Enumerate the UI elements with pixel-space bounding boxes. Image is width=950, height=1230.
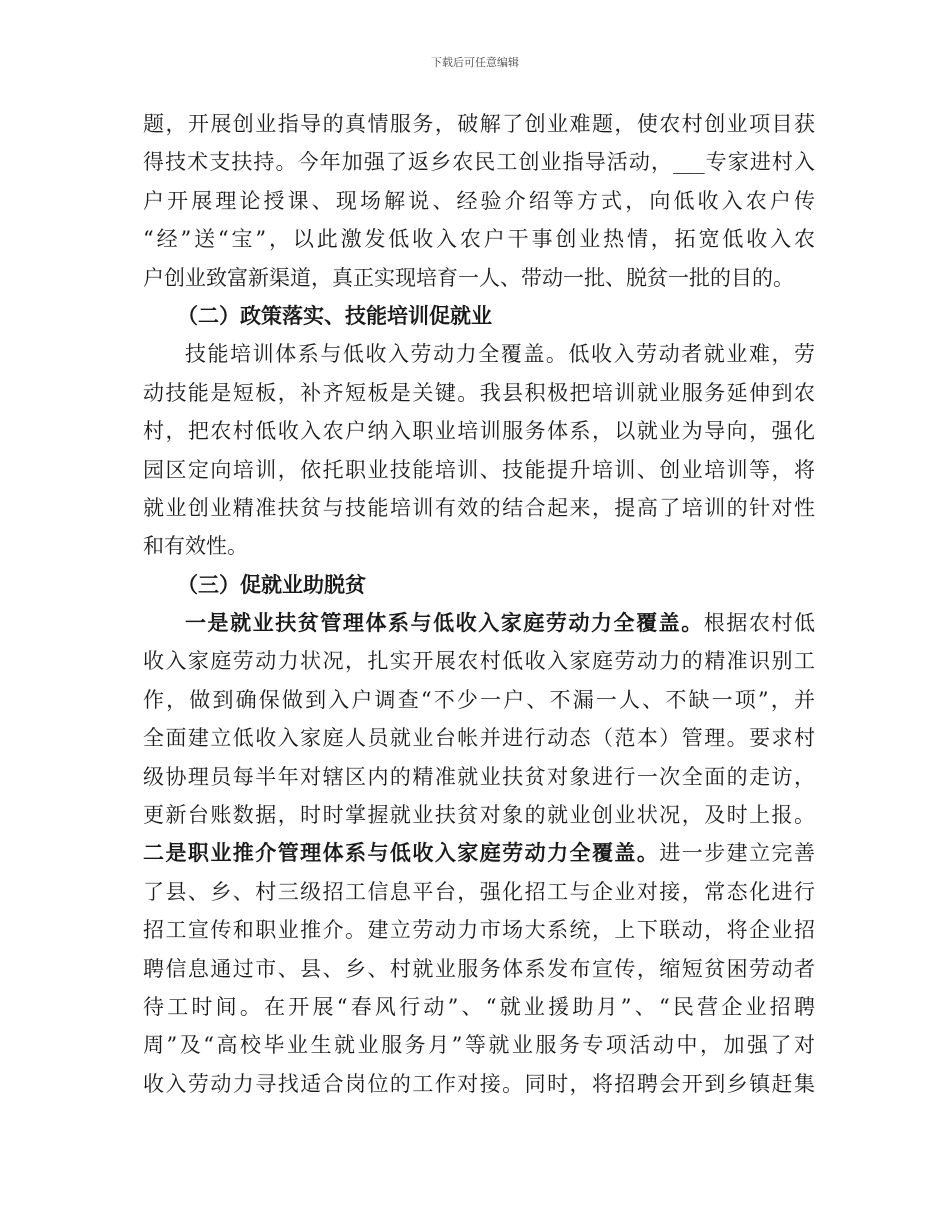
paragraph-line: 动技能是短板，补齐短板是关键。我县积极把培训就业服务延伸到农	[143, 380, 815, 405]
paragraph-line: 聘信息通过市、县、乡、村就业服务体系发布宣传，缩短贫困劳动者	[143, 956, 815, 981]
point-one-heading: 一是就业扶贫管理体系与低收入家庭劳动力全覆盖。	[185, 610, 704, 636]
paragraph-line	[143, 604, 815, 642]
paragraph-line: 得技术支扶持。今年加强了返乡农民工创业指导活动，___专家进村入	[143, 150, 815, 175]
paragraph-line: 收入劳动力寻找适合岗位的工作对接。同时，将招聘会开到乡镇赶集	[143, 1071, 815, 1096]
paragraph-line: 了县、乡、村三级招工信息平台，强化招工与企业对接，常态化进行	[143, 879, 815, 904]
paragraph-line: 就业创业精准扶贫与技能培训有效的结合起来，提高了培训的针对性	[143, 495, 815, 520]
section-heading-2: （二）政策落实、技能培训促就业	[177, 302, 492, 328]
point-two-heading: 二是职业推介管理体系与低收入家庭劳动力全覆盖。	[143, 840, 660, 866]
paragraph-line: 全面建立低收入家庭人员就业台帐并进行动态（范本）管理。要求村	[143, 726, 815, 751]
paragraph-line: 招工宣传和职业推介。建立劳动力市场大系统，上下联动，将企业招	[143, 918, 815, 943]
point-two-text: 进一步建立完善	[659, 841, 816, 866]
paragraph-line: 更新台账数据，时时掌握就业扶贫对象的就业创业状况，及时上报。	[143, 803, 815, 828]
point-one-text: 根据农村低	[703, 611, 816, 636]
paragraph-line: 题，开展创业指导的真情服务，破解了创业难题，使农村创业项目获	[143, 112, 815, 136]
paragraph-line: 技能培训体系与低收入劳动力全覆盖。低收入劳动者就业难，劳	[185, 342, 815, 367]
paragraph-line: 户开展理论授课、现场解说、经验介绍等方式，向低收入农户传	[143, 188, 815, 213]
paragraph-line: 级协理员每半年对辖区内的精准就业扶贫对象进行一次全面的走访，	[143, 764, 815, 789]
paragraph-line	[143, 834, 815, 872]
paragraph-line: 园区定向培训，依托职业技能培训、技能提升培训、创业培训等，将	[143, 457, 815, 482]
paragraph-line: 村，把农村低收入农户纳入职业培训服务体系，以就业为导向，强化	[143, 419, 815, 444]
document-body	[143, 105, 815, 1103]
paragraph-line: 收入家庭劳动力状况，扎实开展农村低收入家庭劳动力的精准识别工	[143, 649, 815, 674]
page-header: 下载后可任意编辑	[431, 56, 519, 69]
paragraph-line: 和有效性。	[143, 534, 248, 559]
paragraph-line: 户创业致富新渠道，真正实现培育一人、带动一批、脱贫一批的目的。	[143, 265, 794, 290]
paragraph-line: 待工时间。在开展“春风行动”、“就业援助月”、“民营企业招聘	[143, 994, 815, 1019]
paragraph-line: 作，做到确保做到入户调查“不少一户、不漏一人、不缺一项”，并	[143, 687, 815, 712]
paragraph-line: “经”送“宝”，以此激发低收入农户干事创业热情，拓宽低收入农	[143, 227, 815, 252]
section-heading-3: （三）促就业助脱贫	[177, 571, 366, 597]
paragraph-line: 周”及“高校毕业生就业服务月”等就业服务专项活动中，加强了对	[143, 1033, 815, 1058]
